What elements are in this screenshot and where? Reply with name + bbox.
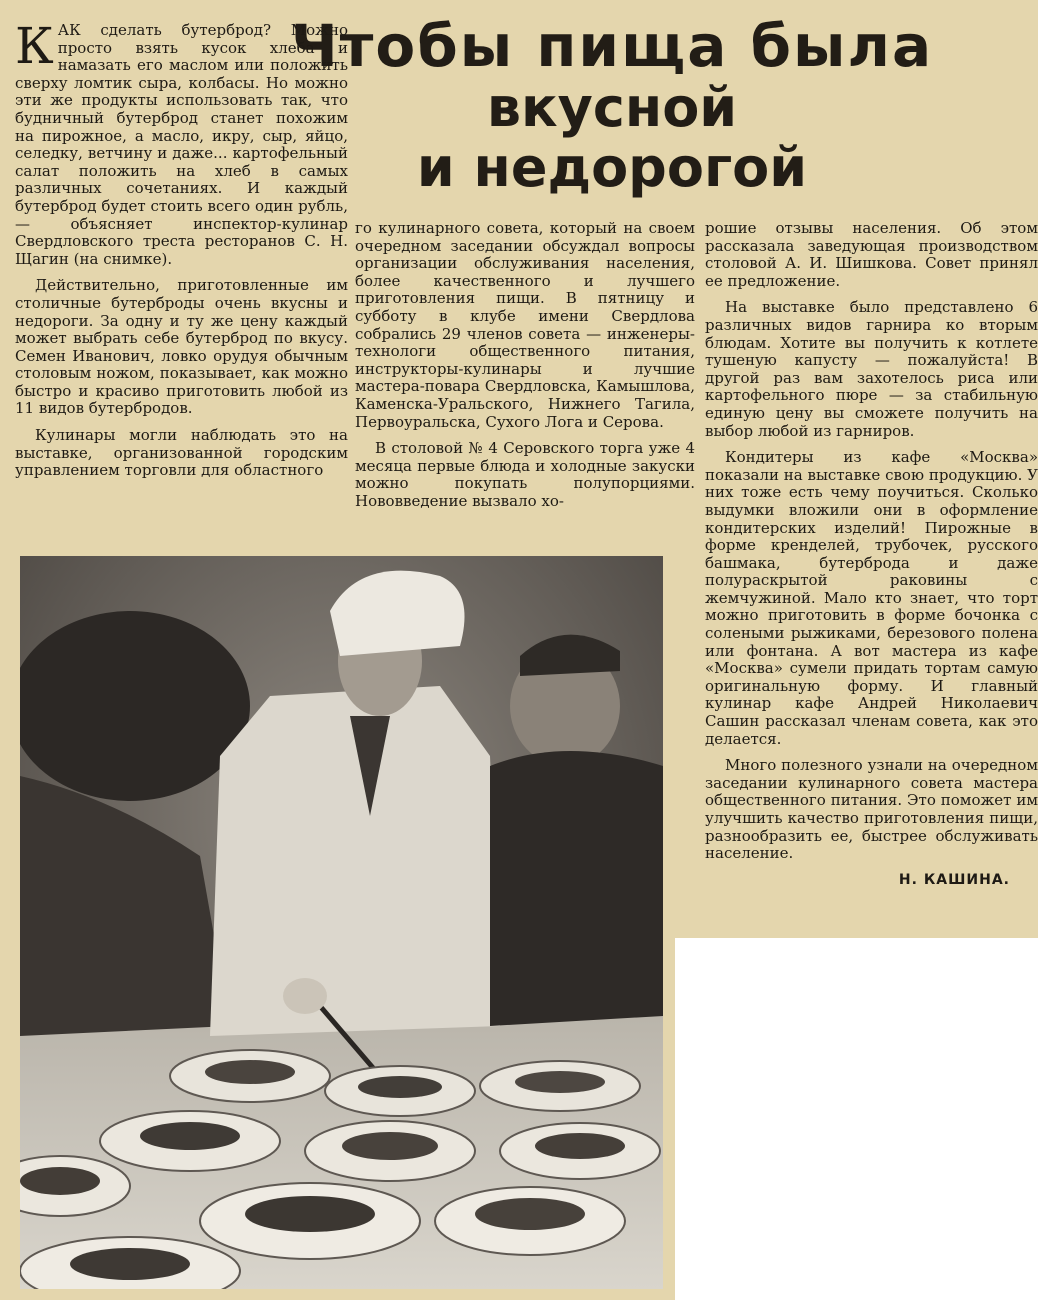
article-paragraph: Кондитеры из кафе «Москва» показали на выставке свою продукцию. У них тоже есть чему поучиться. Сколько выдумки вложили они в оформление кондитерских изделий! Пирожные в форме кренделей, трубочек, русского башмака, бутерброда и даже полураскрытой раковины с жемчужиной. Мало кто знает, что торт можно приготовить в форме бочонка с солеными рыжиками, березового полена или фонтана. А вот мастера из кафе «Москва» сумели придать тортам самую оригинальную форму. И главный кулинар кафе Андрей Николаевич Сашин рассказал членам совета, как это делается. [705,448,1038,748]
news-photo [20,556,663,1289]
article-paragraph: В столовой № 4 Серовского торга уже 4 месяца первые блюда и холодные закуски можно покупать полупорциями. Нововведение вызвало хо- [355,439,695,510]
chef-hand [283,978,327,1014]
article-column-1 [15,22,348,542]
article-paragraph: Действительно, приготовленные им столичные бутерброды очень вкусны и недороги. За одну и ту же цену каждый может выбрать себе бутерброд по вкусу. Семен Иванович, ловко орудуя обычным столовым ножом, показывает, как можно быстро и красиво приготовить любой из 11 видов бутербродов. [15,276,348,418]
headline-line-2: вкусной [486,76,738,139]
article-paragraph: На выставке было представлено 6 различных видов гарнира ко вторым блюдам. Хотите вы получить к котлете тушеную капусту — пожалуйста! В другой раз вам захотелось риса или картофельного пюре — за стабильную единую цену вы сможете получить на выбор любой из гарниров. [705,298,1038,440]
author-signature: Н. КАШИНА. [898,871,1010,888]
article-paragraph: рошие отзывы населения. Об этом рассказала заведующая производством столовой А. И. Шишкова. Совет принял ее предложение. [705,220,1038,290]
article-paragraph: го кулинарного совета, который на своем очередном заседании обсуждал вопросы организации обслуживания населения, более качественного и лучшего приготовления пищи. В пятницу и субботу в клубе имени Свердлова собрались 29 членов совета — инженеры-технологи общественного питания, инструкторы-кулинары и лучшие мастера-повара Свердловска, Камышлова, Каменска-Уральского, Нижнего Тагила, Первоуральска, Сухого Лога и Серова. [355,220,695,431]
article-column-3 [705,220,1038,930]
article-paragraph: Кулинары могли наблюдать это на выставке, организованной городским управлением торговли для областного [15,426,348,480]
man-jacket [490,751,663,1026]
woman-hair [20,611,250,801]
article-paragraph: КАК сделать бутерброд? Можно просто взять кусок хлеба и намазать его маслом или положить сверху ломтик сыра, колбасы. Но можно эти же продукты использовать так, что будничный бутерброд станет похожим на пирожное, а масло, икру, сыр, яйцо, селедку, ветчину и даже... картофельный салат положить на хлеб в самых различных сочетаниях. И каждый бутерброд будет стоить всего один рубль, — объясняет инспектор-кулинар Свердловского треста ресторанов С. Н. Щагин (на снимке). [15,22,348,268]
article-column-2 [355,220,695,542]
headline-line-3: и недорогой [416,136,808,199]
article-paragraph: Много полезного узнали на очередном заседании кулинарного совета мастера общественного питания. Это поможет им улучшить качество приготовления пищи, разнообразить ее, быстрее обслуживать население. [705,756,1038,863]
drop-cap: К [15,22,54,75]
headline-line-1: Чтобы пища была [290,12,934,80]
news-photo-illustration [20,556,663,1289]
headline [282,14,942,198]
